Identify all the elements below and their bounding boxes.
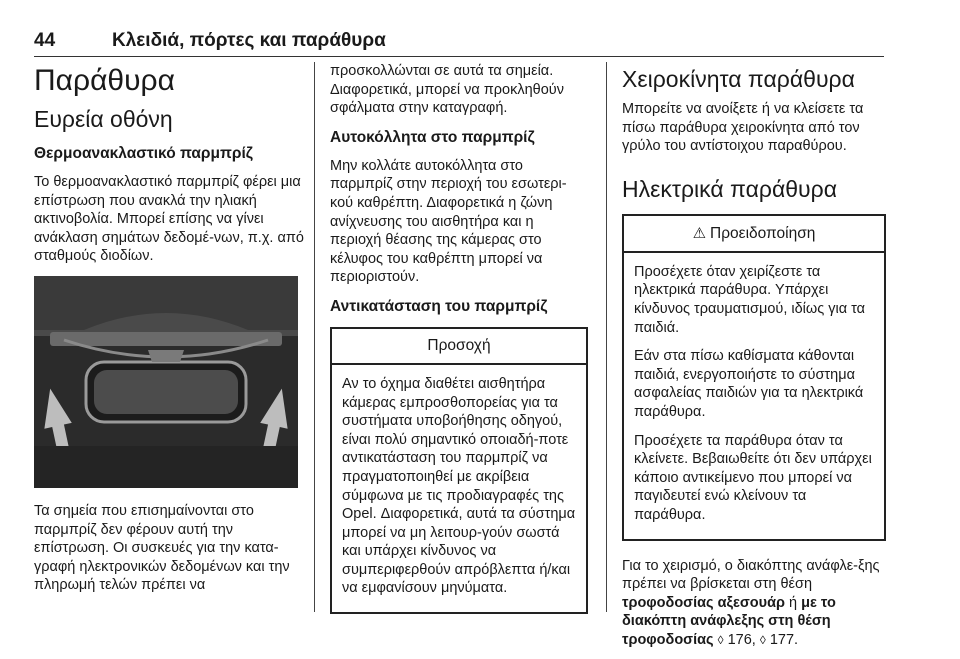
- or-text: ή: [789, 594, 798, 611]
- paragraph-stickers: Μην κολλάτε αυτοκόλλητα στο παρμπρίζ στην περιοχή του εσωτερι-κού καθρέπτη. Διαφορετικά η ζώνη ανίχνευσης του αισθητήρα και η περιοχή θέασης της κάμερας στο κέλυφος του καθρέπτη μπορεί να περιοριστούν.: [330, 157, 567, 286]
- warning-header: [624, 216, 884, 253]
- header-rule: [34, 56, 884, 57]
- section-title-windows: Παράθυρα: [34, 64, 175, 97]
- mirror-drawing: [34, 276, 298, 488]
- warning-title: Προειδοποίηση: [710, 224, 816, 242]
- accessory-power-bold: τροφοδοσίας αξεσουάρ: [622, 594, 785, 611]
- section-title-power-windows: Ηλεκτρικά παράθυρα: [622, 175, 838, 202]
- paragraph-manual-windows: Μπορείτε να ανοίξετε ή να κλείσετε τα πίσω παράθυρα χειροκίνητα από τον γρύλο του αντίστοιχου παραθύρου.: [622, 101, 864, 155]
- ignition-on-bold: με το διακόπτη ανάφλεξης στη θέση τροφοδοσίας: [622, 594, 836, 648]
- caution-box: [330, 327, 588, 614]
- paragraph-coating: Το θερμοανακλαστικό παρμπρίζ φέρει μια επίστρωση που ανακλά την ηλιακή ακτινοβολία. Μπορεί επίσης να γίνει ανάκλαση σημάτων δεδομέ-νων, π.χ. από σταθμούς διοδίων.: [34, 174, 304, 265]
- page-header: [34, 28, 884, 60]
- cross-reference-icon: ◊: [717, 632, 724, 647]
- warning-body: [624, 253, 884, 539]
- paragraph-operation: Για το χειρισμό, ο διακόπτης ανάφλε-ξης πρέπει να βρίσκεται στη θέση τροφοδοσίας αξεσουάρ ή με το διακόπτη ανάφλεξης στη θέση τροφοδοσίας ◊ 176, ◊ 177.: [622, 557, 880, 648]
- caution-text: Αν το όχημα διαθέτει αισθητήρα κάμερας εμπροσθοπορείας για τα συστήματα υποβοήθησης οδηγού, είναι πολύ σημαντικό οποιαδή-ποτε αντικατάσταση του παρμπρίζ να πραγματοποιηθεί με ακρίβεια σύμφωνα με τις προδιαγραφές της Opel. Διαφορετικά, αυτά τα σύστημα μπορεί να μη λειτουρ-γούν σωστά και υπάρχει κίνδυνος να συμπεριφερθούν απρόβλεπτα ή/και να εμφανίσουν μηνύματα.: [342, 375, 576, 597]
- chapter-title: Κλειδιά, πόρτες και παράθυρα: [112, 30, 386, 51]
- warning-paragraph-3: Προσέχετε τα παράθυρα όταν τα κλείνετε. Βεβαιωθείτε ότι δεν υπάρχει κάποιο αντικείμενο που μπορεί να παγιδευτεί ενώ κλείνουν τα παράθυρα.: [634, 432, 872, 523]
- page-number: 44: [34, 30, 56, 51]
- operation-text: Για το χειρισμό, ο διακόπτης ανάφλε-ξης πρέπει να βρίσκεται στη θέση: [622, 557, 880, 593]
- column-3: [622, 62, 886, 659]
- heading-windscreen-replacement: Αντικατάσταση του παρμπρίζ: [330, 297, 548, 315]
- column-divider-1: [314, 62, 315, 612]
- page-reference-176[interactable]: 176: [727, 631, 752, 648]
- subsection-title-wide-screen: Ευρεία οθόνη: [34, 106, 173, 132]
- caution-title: Προσοχή: [332, 329, 586, 365]
- warning-triangle-icon: ⚠: [692, 224, 707, 242]
- paragraph-marked-areas: Τα σημεία που επισημαίνονται στο παρμπρίζ δεν φέρουν αυτή την επίστρωση. Οι συσκευές για την κατα-γραφή ηλεκτρονικών δεδομένων και την πληρωμή τελών πρέπει να: [34, 502, 290, 594]
- windscreen-mirror-illustration: [34, 276, 298, 488]
- column-2: [330, 62, 588, 614]
- paragraph-attach-devices: προσκολλώνται σε αυτά τα σημεία. Διαφορετικά, μπορεί να προκληθούν σφάλματα στην καταγραφή.: [330, 63, 564, 117]
- warning-paragraph-2: Εάν στα πίσω καθίσματα κάθονται παιδιά, ενεργοποιήστε το σύστημα ασφαλείας παιδιών για τα ηλεκτρικά παράθυρα.: [634, 348, 864, 420]
- column-divider-2: [606, 62, 607, 612]
- page-reference-177[interactable]: 177: [769, 631, 795, 648]
- cross-reference-icon-2: ◊: [759, 632, 766, 647]
- section-title-manual-windows: Χειροκίνητα παράθυρα: [622, 66, 855, 92]
- warning-box: [622, 214, 886, 541]
- heading-heat-reflective-windscreen: Θερμοανακλαστικό παρμπρίζ: [34, 145, 253, 162]
- column-1: [34, 62, 304, 605]
- caution-body: [332, 365, 586, 612]
- heading-windscreen-stickers: Αυτοκόλλητα στο παρμπρίζ: [330, 128, 535, 146]
- warning-paragraph-1: Προσέχετε όταν χειρίζεστε τα ηλεκτρικά παράθυρα. Υπάρχει κίνδυνος τραυματισμού, ιδίως για τα παιδιά.: [634, 263, 866, 336]
